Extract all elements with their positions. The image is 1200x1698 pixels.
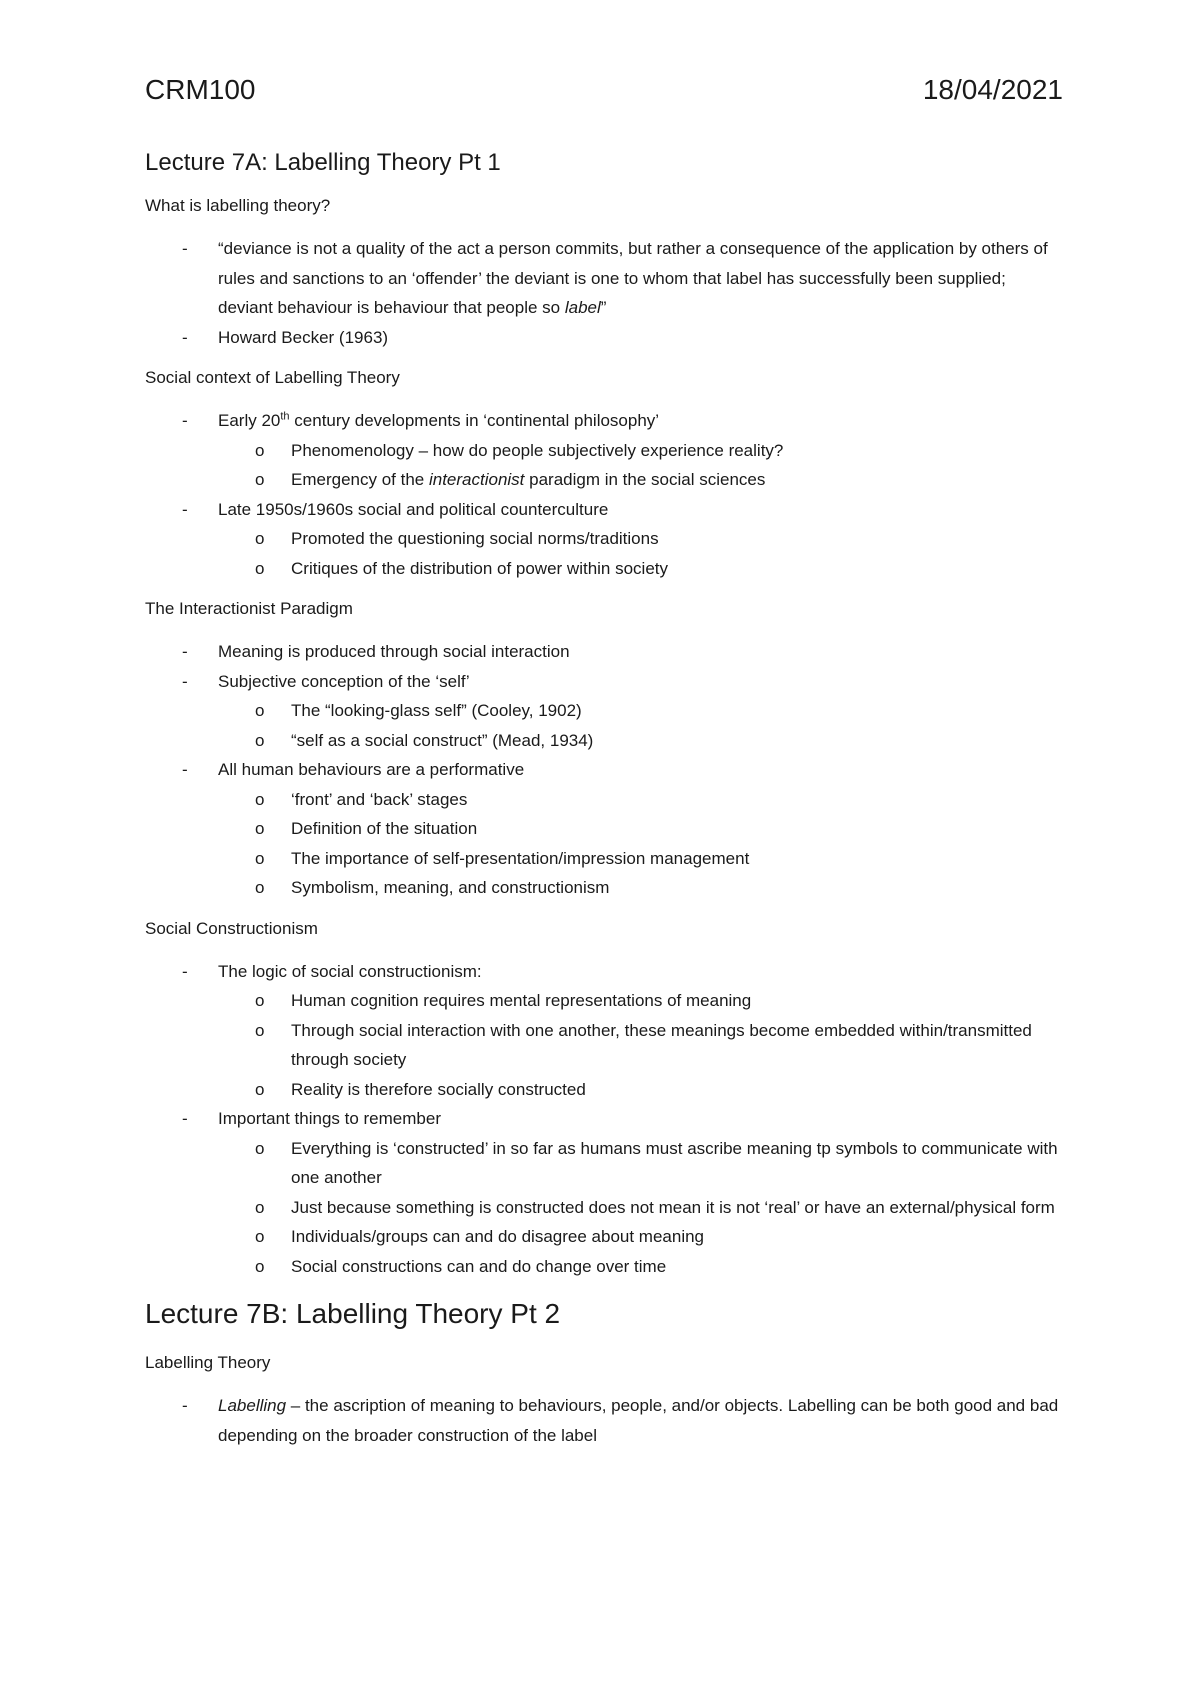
sub-list <box>218 524 1065 583</box>
social-context-list <box>145 406 1065 583</box>
item-text: All human behaviours are a performative <box>218 760 525 779</box>
sub-item-text: Definition of the situation <box>291 819 478 838</box>
dash-marker: - <box>182 327 188 347</box>
list-item <box>145 637 1065 667</box>
sub-list <box>218 436 1065 495</box>
sub-list-item <box>145 986 1065 1016</box>
superscript-th: th <box>280 410 290 423</box>
sub-item-text: Reality is therefore socially constructed <box>291 1079 586 1099</box>
section-heading-social-context: Social context of Labelling Theory <box>145 368 400 387</box>
early-text-rest: century developments in ‘continental philosophy’ <box>289 411 660 430</box>
list-item <box>145 667 1065 756</box>
sub-list-item <box>145 814 1065 844</box>
section-heading-constructionism: Social Constructionism <box>145 918 318 938</box>
sub-item-text: Promoted the questioning social norms/traditions <box>291 529 659 548</box>
list-item <box>145 1391 1065 1450</box>
sub-list-item <box>145 1222 1065 1252</box>
sub-item-text: Through social interaction with one another, these meanings become embedded within/transmitted through society <box>291 1020 1032 1069</box>
becker-citation: Howard Becker (1963) <box>218 327 389 347</box>
list-item <box>145 755 1065 903</box>
sub-item-text: “self as a social construct” (Mead, 1934) <box>291 730 594 750</box>
item-text: The logic of social constructionism: <box>218 961 482 981</box>
page-header <box>145 74 1063 114</box>
section-heading-what-is: What is labelling theory? <box>145 196 331 215</box>
document-body <box>145 146 1065 1464</box>
labelling-theory-list <box>145 1391 1065 1450</box>
circle-marker: o <box>255 529 265 548</box>
sub-list <box>218 1134 1065 1282</box>
dash-marker: - <box>182 961 188 981</box>
list-item <box>145 1104 1065 1281</box>
sub-item-text: Emergency of the <box>291 470 429 489</box>
circle-marker: o <box>255 991 265 1010</box>
sub-item-text: Everything is ‘constructed’ in so far as humans must ascribe meaning tp symbols to communicate with one another <box>291 1138 1058 1187</box>
sub-list-item <box>145 465 1065 495</box>
sub-list-item <box>145 554 1065 584</box>
circle-marker: o <box>255 1138 265 1158</box>
sub-list <box>218 785 1065 903</box>
constructionism-list <box>145 957 1065 1282</box>
sub-item-text-rest: paradigm in the social sciences <box>524 470 766 489</box>
list-item <box>145 234 1065 323</box>
list-item <box>145 406 1065 495</box>
sub-list-item <box>145 696 1065 726</box>
sub-list-item <box>145 1016 1065 1075</box>
item-text: Meaning is produced through social interaction <box>218 642 570 661</box>
section-heading-interactionist: The Interactionist Paradigm <box>145 599 353 618</box>
sub-list-item <box>145 1193 1065 1223</box>
quote-italic-word: label <box>564 298 601 317</box>
circle-marker: o <box>255 730 265 750</box>
dash-marker: - <box>182 411 188 430</box>
sub-item-text: Individuals/groups can and do disagree about meaning <box>291 1227 705 1246</box>
circle-marker: o <box>255 789 265 809</box>
becker-quote: “deviance is not a quality of the act a person commits, but rather a consequence of the application by others of rules and sanctions to an ‘offender’ the deviant is one to whom that label has successfully been supplied; deviant behaviour is behaviour that people so <box>218 239 1048 317</box>
sub-list-item <box>145 436 1065 466</box>
sub-list-item <box>145 873 1065 903</box>
dash-marker: - <box>182 239 188 258</box>
early-text: Early 20 <box>218 411 281 430</box>
sub-item-text: ‘front’ and ‘back’ stages <box>291 789 468 809</box>
lecture-7a-title: Lecture 7A: Labelling Theory Pt 1 <box>145 149 501 176</box>
circle-marker: o <box>255 819 265 838</box>
dash-marker: - <box>182 1109 188 1128</box>
sub-item-text: Phenomenology – how do people subjectively experience reality? <box>291 440 784 460</box>
circle-marker: o <box>255 1079 265 1099</box>
list-item <box>145 957 1065 1105</box>
dash-marker: - <box>182 671 188 691</box>
item-text: Subjective conception of the ‘self’ <box>218 671 470 691</box>
list-item <box>145 323 1065 353</box>
section-heading-labelling-theory: Labelling Theory <box>145 1353 271 1372</box>
italic-term: interactionist <box>428 470 525 489</box>
sub-list-item <box>145 1252 1065 1282</box>
quote-close: ” <box>600 298 607 317</box>
circle-marker: o <box>255 1256 265 1276</box>
sub-item-text: The importance of self-presentation/impression management <box>291 848 750 868</box>
sub-list-item <box>145 844 1065 874</box>
dash-marker: - <box>182 1396 188 1415</box>
sub-list-item <box>145 1075 1065 1105</box>
sub-list-item <box>145 1134 1065 1193</box>
circle-marker: o <box>255 1020 265 1040</box>
item-text: Late 1950s/1960s social and political counterculture <box>218 499 609 519</box>
italic-term: Labelling <box>218 1396 287 1415</box>
sub-list-item <box>145 524 1065 554</box>
header-date: 18/04/2021 <box>922 74 1063 105</box>
sub-list-item <box>145 726 1065 756</box>
dash-marker: - <box>182 642 188 661</box>
dash-marker: - <box>182 499 188 519</box>
definition-text: – the ascription of meaning to behaviours, people, and/or objects. Labelling can be both good and bad depending on the broader construction of the label <box>218 1396 1059 1445</box>
interactionist-list <box>145 637 1065 903</box>
circle-marker: o <box>255 1197 265 1217</box>
circle-marker: o <box>255 878 265 897</box>
sub-item-text: The “looking-glass self” (Cooley, 1902) <box>291 701 582 720</box>
list-item <box>145 495 1065 584</box>
circle-marker: o <box>255 701 265 720</box>
sub-list <box>218 986 1065 1104</box>
course-code: CRM100 <box>145 74 256 105</box>
circle-marker: o <box>255 470 265 489</box>
sub-list <box>218 696 1065 755</box>
lecture-7b-title: Lecture 7B: Labelling Theory Pt 2 <box>145 1298 561 1329</box>
sub-item-text: Human cognition requires mental representations of meaning <box>291 991 752 1010</box>
sub-item-text: Symbolism, meaning, and constructionism <box>291 878 610 897</box>
sub-list-item <box>145 785 1065 815</box>
sub-item-text: Critiques of the distribution of power within society <box>291 558 669 578</box>
circle-marker: o <box>255 1227 265 1246</box>
circle-marker: o <box>255 440 265 460</box>
dash-marker: - <box>182 760 188 779</box>
circle-marker: o <box>255 558 265 578</box>
sub-item-text: Social constructions can and do change over time <box>291 1256 667 1276</box>
sub-item-text: Just because something is constructed does not mean it is not ‘real’ or have an external/physical form <box>291 1197 1055 1217</box>
circle-marker: o <box>255 848 265 868</box>
what-is-list <box>145 234 1065 352</box>
item-text: Important things to remember <box>218 1109 441 1128</box>
